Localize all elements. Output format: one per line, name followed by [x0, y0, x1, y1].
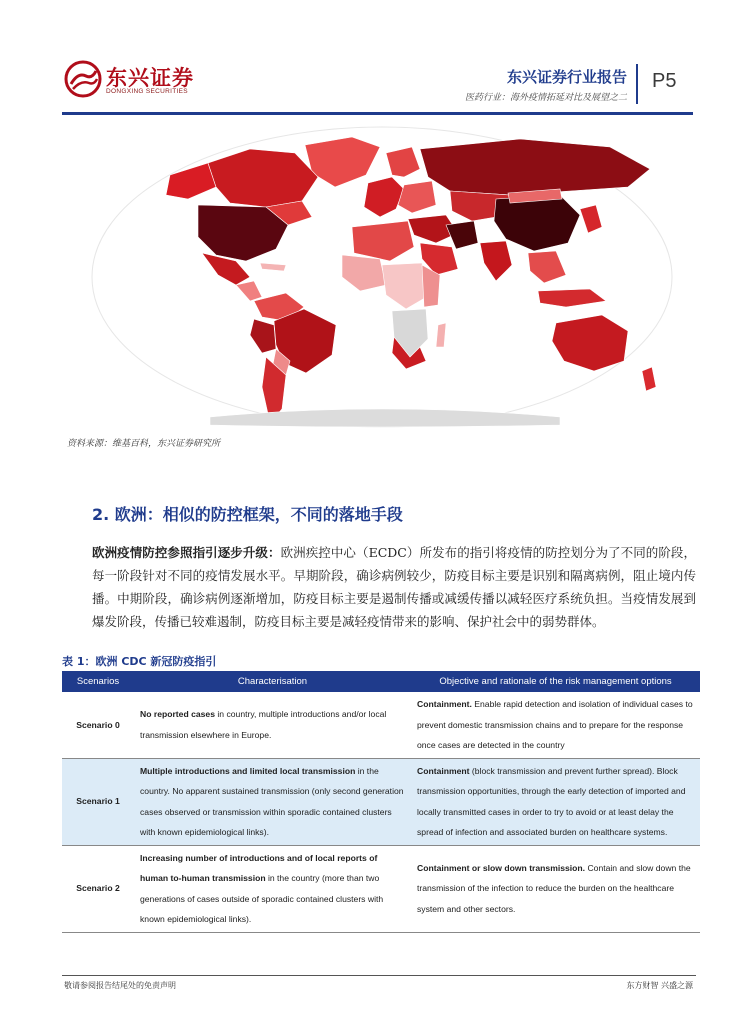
map-scandinavia: [386, 147, 420, 177]
body-paragraph: [92, 541, 696, 633]
characterisation-text: in the country. No apparent sustained transmission (only second generation cases observed or transmission within sporadic contained clusters with known epidemiological links).: [140, 765, 404, 837]
map-alaska: [166, 163, 216, 199]
objective-cell: [411, 692, 700, 758]
ecdc-guidance-table: [62, 671, 700, 933]
characterisation-text: in country, multiple introductions and/or local transmission elsewhere in Europe.: [140, 709, 387, 740]
map-north-africa: [352, 221, 414, 261]
header-divider: [636, 64, 638, 104]
logo-text-cn: 东兴证券: [106, 66, 194, 90]
world-map-figure: [90, 125, 675, 430]
paragraph-text: 欧洲疾控中心（ECDC）所发布的指引将疫情的防控划分为了不同的阶段，每一阶段针对不同的疫情发展水平。早期阶段，确诊病例较少，防疫目标主要是识别和隔离病例，阻止境内传播。中期阶段，确诊病例逐渐增加，防疫目标主要是遏制传播或减缓传播以减轻医疗系统负担。当疫情发展到爆发阶段，传播已较难遏制，防疫目标主要是减轻疫情带来的影响、保护社会中的弱势群体。: [92, 545, 696, 629]
map-russia: [420, 139, 650, 195]
header-characterisation: Characterisation: [134, 671, 411, 692]
objective-bold: Containment or slow down transmission.: [417, 862, 586, 873]
objective-bold: Containment.: [417, 699, 472, 709]
table-caption: 表 1：欧洲 CDC 新冠防疫指引: [62, 655, 217, 668]
characterisation-cell: [134, 845, 411, 932]
map-europe-east: [398, 181, 436, 213]
page-header: [0, 0, 755, 118]
report-subtitle: 医药行业：海外疫情拓延对比及展望之二: [464, 93, 627, 103]
objective-bold: Containment: [417, 765, 470, 776]
scenario-cell: Scenario 2: [62, 845, 134, 932]
map-peru: [250, 319, 276, 353]
characterisation-bold: No reported cases: [140, 709, 215, 720]
characterisation-cell: [134, 692, 411, 758]
map-china: [494, 195, 580, 251]
scenario-cell: Scenario 1: [62, 758, 134, 845]
objective-cell: [411, 758, 700, 845]
map-west-africa: [342, 255, 386, 291]
objective-text: Enable rapid detection and isolation of individual cases to prevent domestic transmission chains and to prepare for the response once cases are detected in the country: [417, 699, 693, 750]
map-antarctica: [210, 409, 560, 427]
characterisation-cell: [134, 758, 411, 845]
section-title: 2. 欧洲：相似的防控框架，不同的落地手段: [92, 505, 403, 524]
characterisation-text: in the country (more than two generations of cases outside of sporadic contained clusters with known epidemiological links).: [140, 873, 384, 924]
report-title: 东兴证券行业报告: [506, 68, 627, 86]
objective-cell: [411, 845, 700, 932]
footer-rule: [62, 975, 696, 976]
table-header-row: [62, 671, 700, 692]
map-australia: [552, 315, 628, 371]
footer-disclaimer: 敬请参阅报告结尾处的免责声明: [64, 981, 176, 990]
table-row: [62, 845, 700, 932]
logo-mark-icon: [64, 60, 102, 98]
map-new-zealand: [642, 367, 656, 391]
paragraph-lead: 欧洲疫情防控参照指引逐步升级：: [92, 545, 281, 560]
map-central-america: [236, 281, 262, 301]
header-scenarios: Scenarios: [62, 671, 134, 692]
objective-text: (block transmission and prevent further spread). Block transmission opportunities, through the early detection of imported and locally transmitted cases in order to try to avoid or at least delay the spread of infection and associated burden on healthcare systems.: [417, 765, 686, 837]
header-objective: Objective and rationale of the risk management options: [411, 671, 700, 692]
map-indonesia: [538, 289, 606, 307]
objective-text: Contain and slow down the transmission of the infection to reduce the burden on the healthcare system and other sectors.: [417, 862, 691, 914]
scenario-cell: Scenario 0: [62, 692, 134, 758]
logo-text-en: DONGXING SECURITIES: [106, 88, 188, 95]
map-canada: [208, 149, 318, 207]
company-logo: [64, 60, 204, 104]
table-row: [62, 758, 700, 845]
characterisation-bold: Multiple introductions and limited local transmission: [140, 765, 356, 776]
header-rule: [62, 112, 693, 115]
map-caribbean: [260, 263, 286, 271]
map-iran: [446, 221, 478, 249]
map-madagascar: [436, 323, 446, 347]
world-map: [90, 125, 675, 430]
table-row: [62, 692, 700, 758]
page-number: P5: [652, 70, 677, 92]
map-se-asia: [528, 251, 566, 283]
characterisation-bold: Increasing number of introductions and of local reports of human to-human transmission: [140, 852, 378, 883]
footer-slogan: 东方财智 兴盛之源: [626, 981, 693, 990]
figure-source: 资料来源：维基百科，东兴证券研究所: [67, 439, 221, 449]
map-europe-west: [364, 177, 404, 217]
map-korea-japan: [580, 205, 602, 233]
map-india: [480, 241, 512, 281]
